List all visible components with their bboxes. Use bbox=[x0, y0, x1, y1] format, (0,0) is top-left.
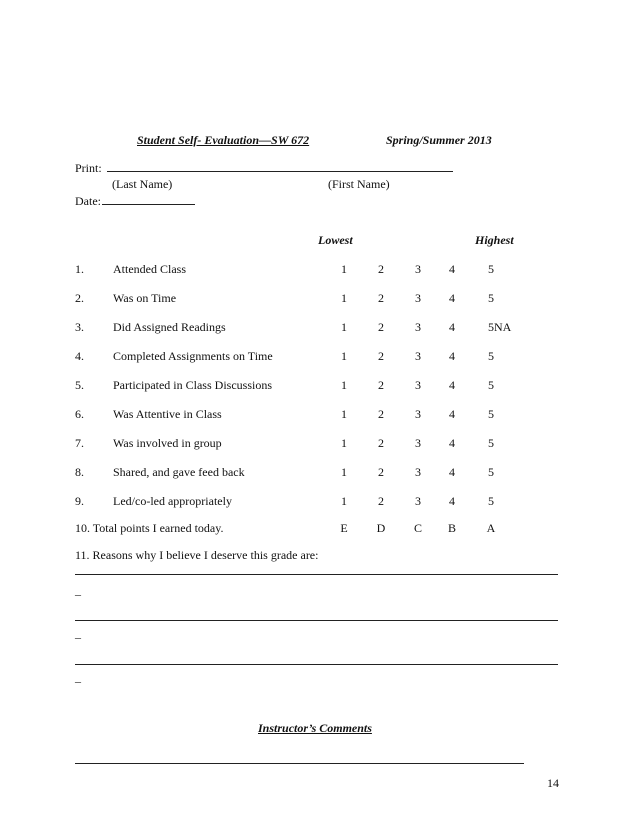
first-name-caption: (First Name) bbox=[328, 177, 390, 191]
evaluation-item-row bbox=[0, 320, 638, 336]
score-option[interactable]: 1 bbox=[341, 291, 347, 305]
item-label: Attended Class bbox=[113, 262, 186, 276]
reasons-label: 11. Reasons why I believe I deserve this grade are: bbox=[75, 548, 319, 562]
score-option[interactable]: 1 bbox=[341, 436, 347, 450]
score-option[interactable]: 3 bbox=[415, 436, 421, 450]
item-number: 8. bbox=[75, 465, 84, 479]
print-label: Print: bbox=[75, 161, 102, 175]
score-option[interactable]: 1 bbox=[341, 465, 347, 479]
score-option[interactable]: 3 bbox=[415, 291, 421, 305]
evaluation-item-row bbox=[0, 378, 638, 394]
score-option[interactable]: 2 bbox=[378, 291, 384, 305]
score-option[interactable]: 2 bbox=[378, 349, 384, 363]
score-option[interactable]: 2 bbox=[378, 262, 384, 276]
form-term: Spring/Summer 2013 bbox=[386, 133, 492, 147]
score-option[interactable]: 4 bbox=[449, 262, 455, 276]
item-number: 5. bbox=[75, 378, 84, 392]
score-option[interactable]: 2 bbox=[378, 320, 384, 334]
form-title-text: Student Self- Evaluation—SW 672 bbox=[137, 133, 310, 147]
score-option[interactable]: 2 bbox=[378, 465, 384, 479]
score-option[interactable]: 4 bbox=[449, 378, 455, 392]
score-option[interactable]: 1 bbox=[341, 494, 347, 508]
score-option[interactable]: 2 bbox=[378, 494, 384, 508]
score-option[interactable]: 2 bbox=[378, 436, 384, 450]
total-points-label: 10. Total points I earned today. bbox=[75, 521, 224, 535]
score-option[interactable]: 4 bbox=[449, 494, 455, 508]
reason-line-3[interactable] bbox=[75, 664, 558, 665]
score-option[interactable]: 5 bbox=[488, 349, 494, 363]
total-points-row bbox=[0, 521, 638, 537]
form-title bbox=[137, 133, 492, 148]
score-option[interactable]: 1 bbox=[341, 320, 347, 334]
score-option[interactable]: 1 bbox=[341, 349, 347, 363]
score-option[interactable]: 3 bbox=[415, 465, 421, 479]
score-option[interactable]: 3 bbox=[415, 494, 421, 508]
item-number: 7. bbox=[75, 436, 84, 450]
item-number: 2. bbox=[75, 291, 84, 305]
score-option[interactable]: 4 bbox=[449, 291, 455, 305]
score-option[interactable]: 5 bbox=[488, 436, 494, 450]
evaluation-item-row bbox=[0, 407, 638, 423]
score-option[interactable]: 5 bbox=[488, 494, 494, 508]
item-number: 1. bbox=[75, 262, 84, 276]
reason-line-1[interactable] bbox=[75, 574, 558, 575]
grade-option[interactable]: A bbox=[486, 521, 496, 535]
item-number: 4. bbox=[75, 349, 84, 363]
evaluation-item-row bbox=[0, 465, 638, 481]
reason-line-3-tail: _ bbox=[75, 670, 81, 684]
score-option[interactable]: 1 bbox=[341, 378, 347, 392]
score-option[interactable]: 3 bbox=[415, 407, 421, 421]
score-option[interactable]: 5 bbox=[488, 407, 494, 421]
score-option[interactable]: 4 bbox=[449, 349, 455, 363]
item-label: Led/co-led appropriately bbox=[113, 494, 232, 508]
scale-highest-label: Highest bbox=[475, 233, 514, 247]
date-label: Date: bbox=[75, 194, 101, 208]
score-option[interactable]: 5 bbox=[488, 465, 494, 479]
item-label: Participated in Class Discussions bbox=[113, 378, 272, 392]
score-option[interactable]: 4 bbox=[449, 436, 455, 450]
instructor-comments-line[interactable] bbox=[75, 763, 524, 764]
evaluation-item-row bbox=[0, 262, 638, 278]
score-option[interactable]: 4 bbox=[449, 407, 455, 421]
item-number: 9. bbox=[75, 494, 84, 508]
evaluation-item-row bbox=[0, 436, 638, 452]
score-option[interactable]: 4 bbox=[449, 465, 455, 479]
grade-option[interactable]: C bbox=[413, 521, 422, 535]
reason-line-1-tail: _ bbox=[75, 583, 81, 597]
scale-lowest-label: Lowest bbox=[318, 233, 353, 247]
score-option[interactable]: 3 bbox=[415, 320, 421, 334]
item-label: Did Assigned Readings bbox=[113, 320, 226, 334]
print-name-line[interactable] bbox=[107, 160, 453, 172]
grade-option[interactable]: B bbox=[447, 521, 456, 535]
evaluation-item-row bbox=[0, 494, 638, 510]
score-option[interactable]: 4 bbox=[449, 320, 455, 334]
item-label: Was involved in group bbox=[113, 436, 222, 450]
score-option[interactable]: 3 bbox=[415, 262, 421, 276]
item-label: Was Attentive in Class bbox=[113, 407, 222, 421]
score-option[interactable]: 1 bbox=[341, 407, 347, 421]
score-option[interactable]: 3 bbox=[415, 349, 421, 363]
date-field bbox=[75, 193, 195, 209]
score-option[interactable]: 3 bbox=[415, 378, 421, 392]
item-label: Completed Assignments on Time bbox=[113, 349, 273, 363]
date-line[interactable] bbox=[102, 193, 195, 205]
item-number: 3. bbox=[75, 320, 84, 334]
score-option[interactable]: 1 bbox=[341, 262, 347, 276]
evaluation-item-row bbox=[0, 349, 638, 365]
score-option[interactable]: 5 bbox=[488, 291, 494, 305]
grade-option[interactable]: E bbox=[340, 521, 348, 535]
score-option[interactable]: 5 bbox=[488, 320, 494, 334]
score-option[interactable]: 5 bbox=[488, 262, 494, 276]
score-option[interactable]: 2 bbox=[378, 378, 384, 392]
last-name-caption: (Last Name) bbox=[112, 177, 173, 191]
evaluation-item-row bbox=[0, 291, 638, 307]
reason-line-2-tail: _ bbox=[75, 626, 81, 640]
score-option[interactable]: 2 bbox=[378, 407, 384, 421]
item-number: 6. bbox=[75, 407, 84, 421]
grade-option[interactable]: D bbox=[376, 521, 386, 535]
item-label: Was on Time bbox=[113, 291, 177, 305]
page-number: 14 bbox=[547, 776, 559, 790]
print-name-field bbox=[75, 160, 453, 176]
not-applicable-option[interactable]: NA bbox=[494, 320, 512, 334]
reason-line-2[interactable] bbox=[75, 620, 558, 621]
score-option[interactable]: 5 bbox=[488, 378, 494, 392]
instructor-comments-heading: Instructor’s Comments bbox=[258, 721, 372, 735]
item-label: Shared, and gave feed back bbox=[113, 465, 245, 479]
